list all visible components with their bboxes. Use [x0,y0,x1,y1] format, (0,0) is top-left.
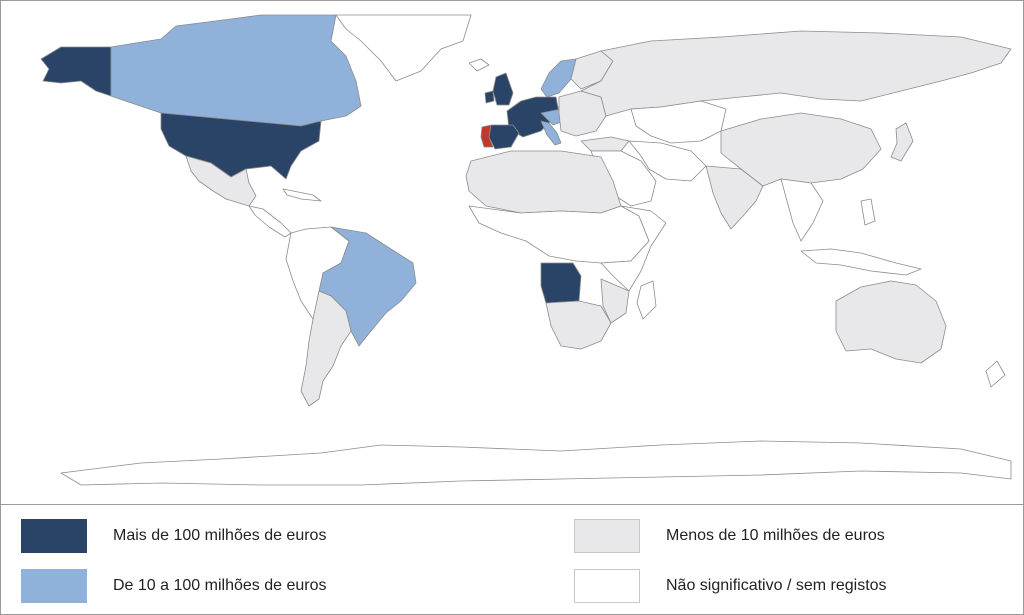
alaska [41,47,111,96]
legend-swatch-none [574,569,640,603]
russia [581,31,1011,116]
eastern-europe [559,91,606,136]
australia [836,281,946,363]
west-central-africa [469,206,649,263]
southern-africa [546,301,611,349]
indonesia [801,249,921,275]
central-america [249,206,291,237]
new-zealand [986,361,1005,387]
legend-label-none: Não significativo / sem registos [666,577,887,594]
legend-item-low [574,519,885,553]
legend-label-high: Mais de 100 milhões de euros [113,527,327,544]
spain [489,125,519,149]
philippines [861,199,875,225]
antarctica [61,441,1011,485]
legend-label-low: Menos de 10 milhões de euros [666,527,885,544]
ireland [485,91,494,103]
legend-swatch-high [21,519,87,553]
legend-item-medium [21,569,326,603]
japan [891,123,913,161]
legend-item-high [21,519,326,553]
canada [111,15,361,126]
north-africa [466,151,621,213]
caribbean [283,189,321,201]
legend-swatch-low [574,519,640,553]
uk [493,73,513,105]
legend-label-medium: De 10 a 100 milhões de euros [113,577,327,594]
world-map [1,1,1023,501]
southeast-asia [781,179,823,241]
turkey [581,137,629,151]
iceland [469,59,489,71]
sweden [541,59,576,97]
legend-divider [1,504,1023,505]
greenland [336,15,471,81]
world-map-svg [1,1,1023,501]
italy [541,121,561,145]
madagascar [637,281,656,319]
angola [541,263,581,303]
legend-swatch-medium [21,569,87,603]
legend-item-none [574,569,887,603]
